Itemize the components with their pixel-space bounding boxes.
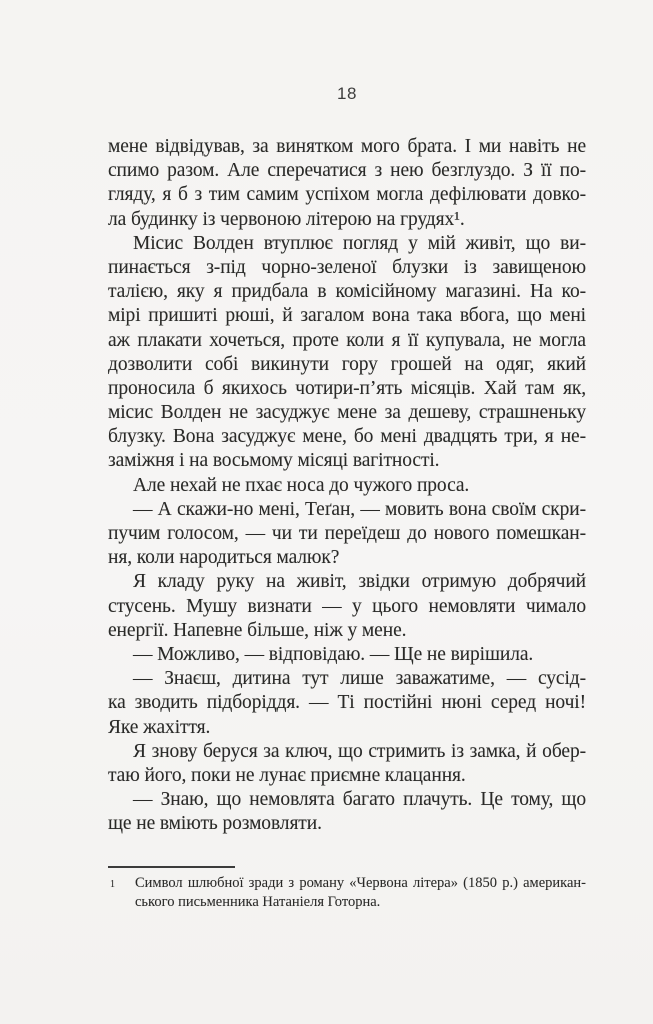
text-line: спимо разом. Але сперечатися з нею безглуздо. З її по- (108, 160, 586, 182)
text-line: Місис Волден втуплює погляд у мій живіт, що ви- (133, 232, 586, 254)
footnote-text (135, 874, 586, 912)
text-line: заміжня і на восьмому місяці вагітності. (108, 450, 440, 472)
page-number: 18 (337, 84, 357, 103)
footnote-marker: 1 (110, 879, 115, 890)
footnote-line: Символ шлюбної зради з роману «Червона літера» (1850 р.) американ- (135, 875, 586, 891)
text-line: — Можливо, — відповідаю. — Ще не вирішила. (133, 643, 534, 665)
text-line: Я кладу руку на живіт, звідки отримую добрячий (133, 571, 586, 593)
text-line: пинається з-під чорно-зеленої блузки із завищеною (108, 256, 586, 278)
text-line: енергії. Напевне більше, ніж у мене. (108, 619, 407, 641)
text-line: гляду, я б з тим самим успіхом могла дефілювати довко- (108, 184, 586, 206)
text-line: ня, коли народиться малюк? (108, 547, 340, 569)
text-line: ла будинку із червоною літерою на грудях¹. (108, 208, 465, 230)
text-line: мене відвідував, за винятком мого брата. І ми навіть не (108, 136, 586, 157)
text-line: Але нехай не пхає носа до чужого проса. (133, 474, 470, 496)
text-line: ще не вміють розмовляти. (108, 813, 322, 835)
text-line: Я знову беруся за ключ, що стримить із замка, й обер- (133, 740, 586, 762)
text-line: Яке жахіття. (108, 716, 211, 738)
text-line: талією, яку я придбала в комісійному магазині. На ко- (108, 281, 586, 303)
text-line: — А скажи-но мені, Теґан, — мовить вона своїм скри- (133, 498, 586, 520)
text-line: таю його, поки не лунає приємне клацання. (108, 764, 466, 786)
text-line: блузку. Вона засуджує мене, бо мені двадцять три, я не- (108, 426, 586, 448)
text-line: ка зводить підборіддя. — Ті постійні нюні серед ночі! (108, 692, 586, 714)
text-line: дозволити собі викинути гору грошей на одяг, який (108, 353, 586, 375)
text-line: мірі пришиті рюші, й загалом вона така вбога, що мені (108, 305, 586, 327)
footnote-line: ського письменника Натаніеля Готорна. (135, 894, 381, 910)
footnote-separator-rule (108, 866, 235, 868)
text-line: пучим голосом, — чи ти переїдеш до нового помешкан- (108, 523, 586, 544)
page-body-text (108, 135, 586, 836)
text-line: проносила б якихось чотири-п’ять місяців. Хай там як, (108, 377, 586, 399)
text-line: місис Волден не засуджує мене за дешеву, страшненьку (108, 402, 586, 424)
text-line: — Знаю, що немовлята багато плачуть. Це тому, що (133, 789, 586, 811)
footnote (108, 874, 586, 912)
text-line: аж плакати хочеться, проте коли я її купувала, не могла (108, 329, 586, 351)
text-line: — Знаєш, дитина тут лише заважатиме, — сусід- (133, 668, 586, 690)
text-line: стусень. Мушу визнати — у цього немовляти чимало (108, 595, 586, 617)
